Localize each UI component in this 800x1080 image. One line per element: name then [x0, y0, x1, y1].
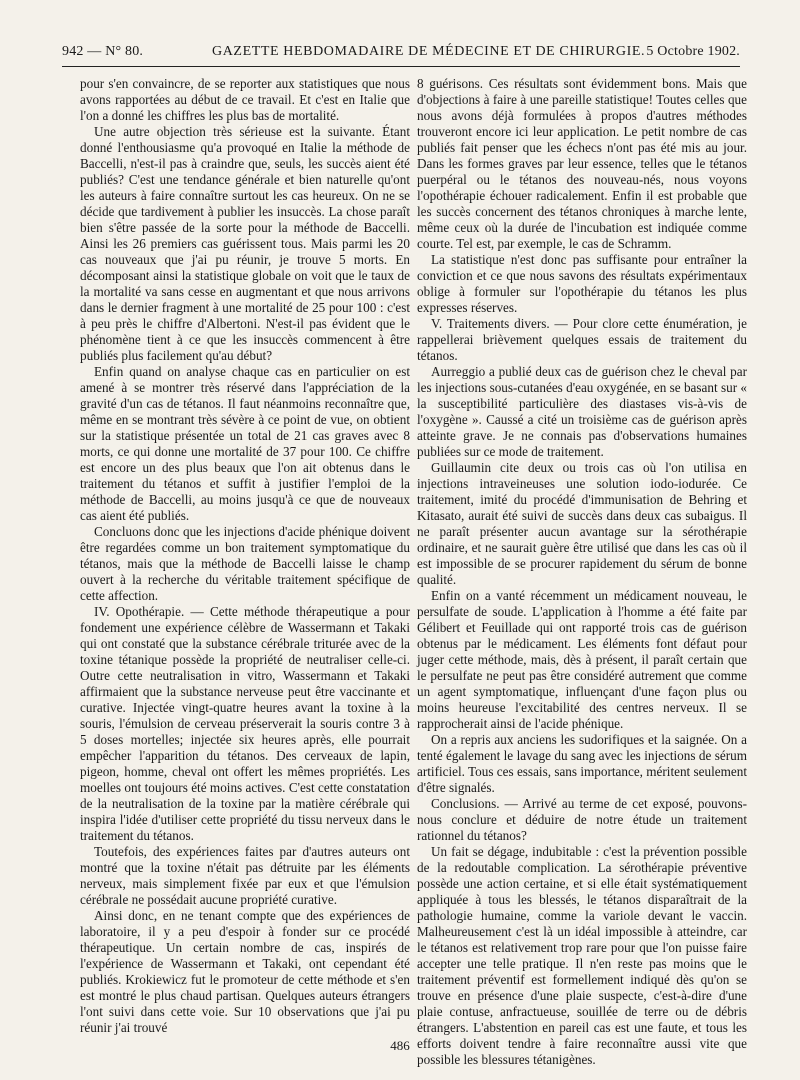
paragraph-conclusions: Conclusions. — Arrivé au terme de cet exposé, pouvons-nous conclure et déduire de notre étude un traitement rationnel du tétanos?: [417, 796, 747, 843]
paragraph: Un fait se dégage, indubitable : c'est la prévention possible de la redoutable complication. La sérothérapie préventive possède une action certaine, et si elle était systématiquement appliquée à tous les blessés, le tétanos disparaîtrait de la pathologie humaine, comme la variole devant le vaccin. Malheureusement c'est là un idéal impossible à atteindre, car le tétanos est relativement trop rare pour que l'on puisse faire accepter une telle pratique. Il n'en reste pas moins que le traitement préventif est formellement indiqué dès qu'on se trouve en présence d'une plaie suspecte, c'est-à-dire d'une plaie contuse, anfractueuse, souillée de terre ou de débris étrangers. L'abstention en pareil cas est une faute, et tous les efforts doivent tendre à faire reconnaître aussi vite que possible les blessures tétanigènes.: [417, 844, 747, 1067]
paragraph-opotherapie: IV. Opothérapie. — Cette méthode thérapeutique a pour fondement une expérience célèbre de Wassermann et Takaki qui ont constaté que la substance cérébrale triturée avec de la toxine tétanique possède la propriété de neutraliser celle-ci. Outre cette neutralisation in vitro, Wassermann et Takaki affirmaient que la substance nerveuse peut être vaccinante et curative. Injectée vingt-quatre heures avant la toxine à la souris, l'émulsion de cerveau préserverait la souris contre 3 à 5 doses mortelles; injectée six heures après, elle pourrait empêcher l'apparition du tétanos. Des cerveaux de lapin, pigeon, homme, cheval ont offert les mêmes propriétés. Les moelles ont toujours été moins actives. C'est cette constatation de la neutralisation de la toxine par la matière cérébrale qui inspira l'idée d'utiliser cette propriété du tissu nerveux dans le traitement du tétanos.: [80, 604, 410, 843]
paragraph: Toutefois, des expériences faites par d'autres auteurs ont montré que la toxine n'était pas détruite par les éléments nerveux, mais simplement fixée par eux et que l'émulsion cérébrale ne possédait aucune propriété curative.: [80, 844, 410, 907]
paragraph: Enfin on a vanté récemment un médicament nouveau, le persulfate de soude. L'application à l'homme a été faite par Gélibert et Feuillade qui ont rapporté trois cas de guérison obtenus par le médicament. Les éléments font défaut pour juger cette méthode, mais, dès à présent, il paraît certain que le persulfate ne peut pas être considéré autrement que comme un agent symptomatique, influençant d'une façon plus ou moins heureuse l'excitabilité des centres nerveux. Il se rapprocherait ainsi de l'acide phénique.: [417, 588, 747, 731]
paragraph: Guillaumin cite deux ou trois cas où l'on utilisa en injections intraveineuses une solution iodo-iodurée. Ce traitement, imité du procédé d'immunisation de Behring et Kitasato, aurait été suivi de succès dans deux cas subaigus. Il ne paraît présenter aucun avantage sur la sérothérapie ordinaire, et ne saurait guère être utilisé que dans les cas où il est impossible de se procurer rapidement du sérum de bonne qualité.: [417, 460, 747, 587]
paragraph: Aurreggio a publié deux cas de guérison chez le cheval par les injections sous-cutanées d'eau oxygénée, en se basant sur « la susceptibilité particulière des diastases vis-à-vis de l'oxygène ». Caussé a cité un troisième cas de guérison après atteinte grave. Je ne connais pas d'observations humaines publiées sur ce mode de traitement.: [417, 364, 747, 459]
left-column: [80, 76, 410, 1036]
running-header: [62, 44, 740, 67]
page-number: 942 — N° 80.: [62, 44, 144, 59]
paragraph: Concluons donc que les injections d'acide phénique doivent être regardées comme un bon traitement symptomatique du tétanos, mais que la méthode de Baccelli laisse le champ ouvert à la recherche du véritable traitement spécifique de cette affection.: [80, 524, 410, 603]
paragraph: On a repris aux anciens les sudorifiques et la saignée. On a tenté également le lavage du sang avec les injections de sérum artificiel. Tous ces essais, sans importance, méritent seulement d'être signalés.: [417, 732, 747, 795]
issue-date: 5 Octobre 1902.: [646, 44, 740, 59]
paragraph: Ainsi donc, en ne tenant compte que des expériences de laboratoire, il y a peu d'espoir à fonder sur ce procédé thérapeutique. Un certain nombre de cas, inspirés de l'expérience de Wassermann et Takaki, ont cependant été publiés. Krokiewicz fut le promoteur de cette méthode et s'en est montré le plus chaud partisan. Quelques auteurs étrangers l'ont suivi dans cette voie. Sur 10 observations que j'ai pu réunir j'ai trouvé: [80, 908, 410, 1035]
paragraph: Enfin quand on analyse chaque cas en particulier on est amené à se montrer très réservé dans l'appréciation de la gravité d'un cas de tétanos. Il faut néanmoins reconnaître que, même en se montrant très sévère à ce point de vue, on obtient sur la statistique présentée un total de 21 cas graves avec 8 morts, ce qui donne une mortalité de 37 pour 100. Ce chiffre est encore un des plus beaux que l'on ait obtenus dans le traitement du tétanos et suffit à justifier l'emploi de la méthode de Baccelli, au moins jusqu'à ce que de nouveaux cas aient été publiés.: [80, 364, 410, 523]
folio: 486: [390, 1038, 410, 1053]
journal-title: GAZETTE HEBDOMADAIRE DE MÉDECINE ET DE CHIRURGIE.: [212, 44, 646, 59]
paragraph: 8 guérisons. Ces résultats sont évidemment bons. Mais que d'objections à faire à une pareille statistique! Toutes celles que nous avons déjà formulées à propos d'autres méthodes trouveront encore ici leur application. Le petit nombre de cas publiés fait penser que les échecs n'ont pas été mis au jour. Dans les formes graves par leur essence, telles que le tétanos puerpéral ou le tétanos des nouveau-nés, nous voyons l'opothérapie échouer radicalement. Enfin il est probable que les succès concernent des tétanos chroniques à marche lente, même ceux où la durée de l'incubation est indiquée comme courte. Tel est, par exemple, le cas de Schramm.: [417, 76, 747, 251]
paragraph: La statistique n'est donc pas suffisante pour entraîner la conviction et ce que nous savons des résultats expérimentaux oblige à formuler sur l'opothérapie du tétanos les plus expresses réserves.: [417, 252, 747, 315]
paragraph: pour s'en convaincre, de se reporter aux statistiques que nous avons rapportées au début de ce travail. Et c'est en Italie que l'on a donné les chiffres les plus bas de mortalité.: [80, 76, 410, 123]
right-column: [417, 76, 747, 1068]
paragraph-traitements-divers: V. Traitements divers. — Pour clore cette énumération, je rappellerai brièvement quelques essais de traitement du tétanos.: [417, 316, 747, 363]
paragraph: Une autre objection très sérieuse est la suivante. Étant donné l'enthousiasme qu'a provoqué en Italie la méthode de Baccelli, n'est-il pas à craindre que, seuls, les succès aient été publiés? C'est une tendance générale et bien naturelle qu'ont les auteurs à faire connaître surtout les cas heureux. On ne se décide que tardivement à publier les insuccès. La chose paraît bien s'être passée de la sorte pour la méthode de Baccelli. Ainsi les 26 premiers cas guérissent tous. Mais parmi les 20 cas nouveaux que j'ai pu réunir, je trouve 5 morts. En décomposant ainsi la statistique globale on voit que le taux de la mortalité va sans cesse en augmentant et que nous arrivons dans le dernier fragment à une mortalité de 25 pour 100 : c'est à peu près le chiffre d'Albertoni. N'est-il pas évident que le phénomène tient à ce que les insuccès commencent à être publiés plus facilement qu'au début?: [80, 124, 410, 363]
